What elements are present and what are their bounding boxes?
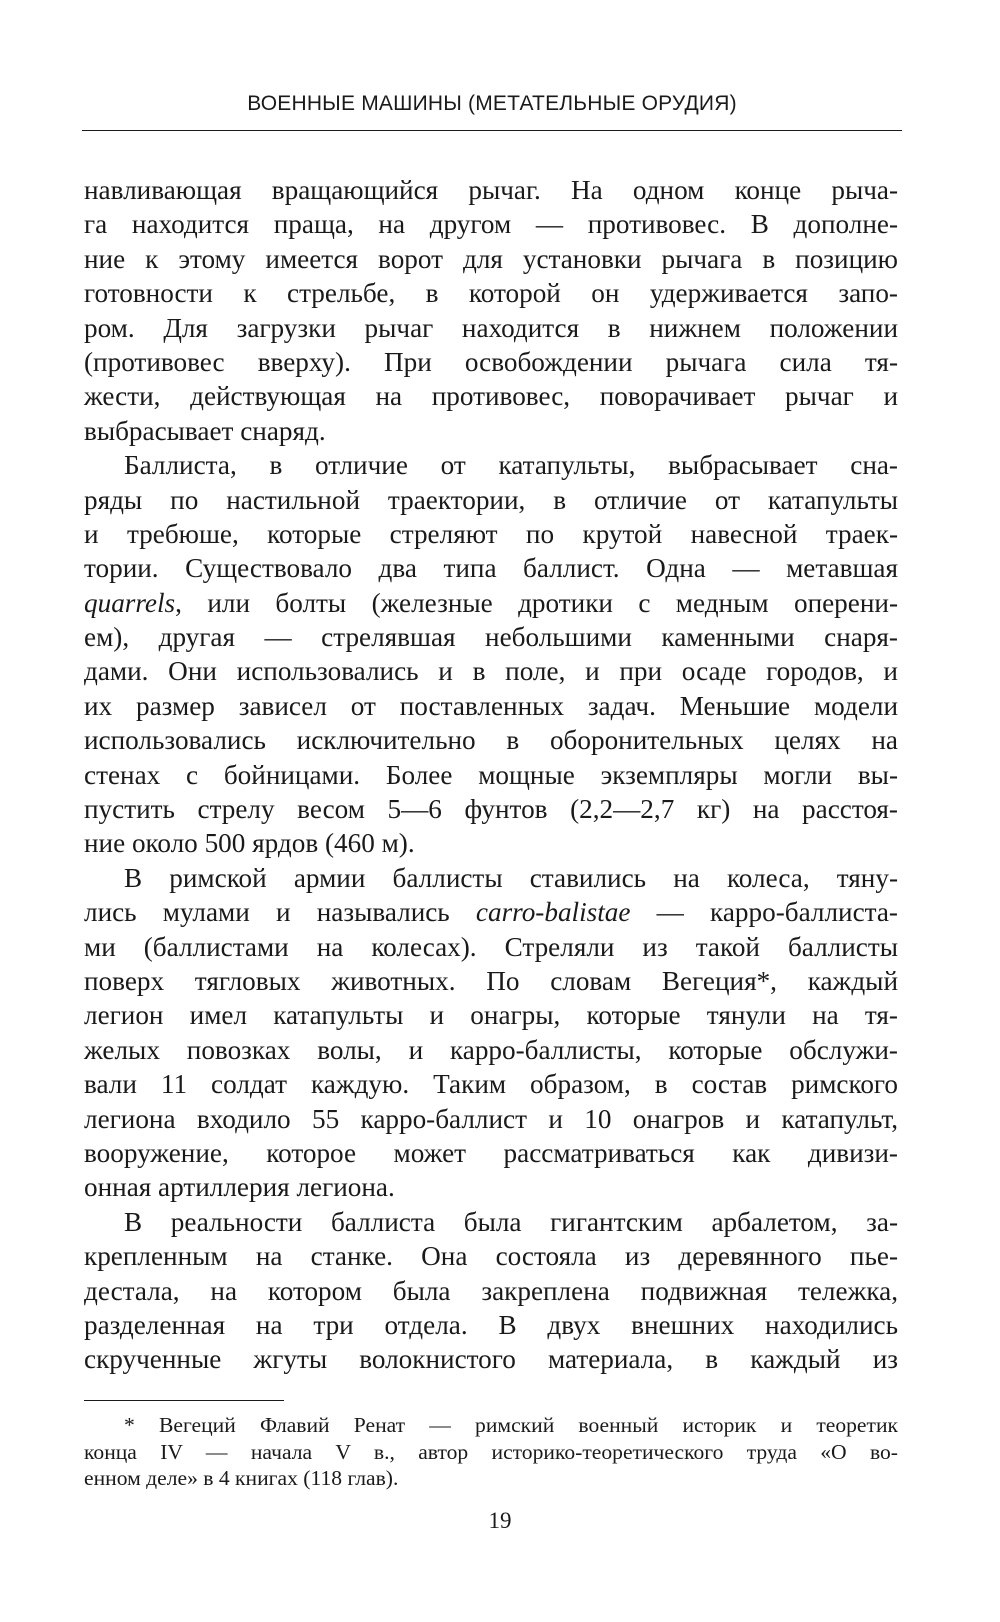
paragraph-2 [84,448,898,861]
text-line: ми (баллистами на колесах). Стреляли из такой баллисты [84,931,898,962]
paragraph-1 [84,173,898,448]
text-line: га находится праща, на другом — противовес. В дополне- [84,209,898,240]
text-line: желых повозках волы, и карро-баллисты, которые обслужи- [84,1034,898,1065]
text-line: использовались исключительно в оборонительных целях на [84,725,898,756]
text-line: ем), другая — стрелявшая небольшими каменными снаря- [84,622,898,653]
text-line: легион имел катапульты и онагры, которые тянули на тя- [84,1000,898,1031]
text-line: дестала, на котором была закреплена подвижная тележка, [84,1275,898,1306]
italic-term-carro-balistae: carro-balistae [475,897,631,928]
text-fragment: , или болты (железные дротики с медным оперени- [175,587,898,618]
paragraph-3 [84,861,898,1205]
text-line: легиона входило 55 карро-баллист и 10 онагров и катапульт, [84,1103,898,1134]
text-line: В римской армии баллисты ставились на колеса, тяну- [124,862,898,893]
text-line: навливающая вращающийся рычаг. На одном конце рыча- [84,175,898,205]
text-line: и требюше, которые стреляют по крутой навесной траек- [84,518,898,549]
footnote-line: енном деле» в 4 книгах (118 глав). [84,1466,399,1490]
text-line: стенах с бойницами. Более мощные экземпляры могли вы- [84,759,898,790]
footnote-line: конца IV — начала V в., автор историко-теоретического труда «О во- [84,1439,898,1464]
text-line: ром. Для загрузки рычаг находится в нижнем положении [84,312,898,343]
text-line: В реальности баллиста была гигантским арбалетом, за- [124,1206,898,1237]
text-line: скрученные жгуты волокнистого материала, в каждый из [84,1344,898,1375]
main-text [84,173,898,1377]
text-line: поверх тягловых животных. По словам Вегеция*, каждый [84,965,898,996]
text-line: Баллиста, в отличие от катапульты, выбрасывает сна- [124,450,898,481]
text-line: пустить стрелу весом 5—6 фунтов (2,2—2,7 кг) на расстоя- [84,794,898,825]
text-line: (противовес вверху). При освобождении рычага сила тя- [84,346,898,377]
text-line-italic-term [84,895,898,929]
text-line-italic-term [84,586,898,620]
footnote-rule-divider [84,1400,284,1401]
text-line: тории. Существовало два типа баллист. Одна — метавшая [84,553,898,584]
text-line: ние около 500 ярдов (460 м). [84,828,415,859]
text-line: разделенная на три отдела. В двух внешних находились [84,1309,898,1340]
footnote [84,1412,898,1492]
text-line: крепленным на станке. Она состояла из деревянного пье- [84,1241,898,1272]
text-line: ние к этому имеется ворот для установки рычага в позицию [84,243,898,274]
text-line: ряды по настильной траектории, в отличие от катапульты [84,484,898,515]
text-line: жести, действующая на противовес, поворачивает рычаг и [84,381,898,412]
text-line: онная артиллерия легиона. [84,1172,395,1203]
italic-term-quarrels: quarrels [84,587,176,618]
text-line: готовности к стрельбе, в которой он удерживается запо- [84,278,898,309]
text-fragment: лись мулами и назывались [84,897,476,928]
text-line: выбрасывает снаряд. [84,415,326,446]
paragraph-4 [84,1205,898,1377]
text-line: дами. Они использовались и в поле, и при осаде городов, и [84,656,898,687]
text-fragment: — карро-баллиста- [630,897,898,928]
header-rule-divider [82,130,902,131]
footnote-line: * Вегеций Флавий Ренат — римский военный историк и теоретик [124,1413,898,1437]
text-line: их размер зависел от поставленных задач. Меньшие модели [84,690,898,721]
text-line: вали 11 солдат каждую. Таким образом, в состав римского [84,1069,898,1100]
running-head-title: ВОЕННЫЕ МАШИНЫ (МЕТАТЕЛЬНЫЕ ОРУДИЯ) [247,92,737,115]
page-number: 19 [488,1508,512,1533]
text-line: вооружение, которое может рассматриваться как дивизи- [84,1137,898,1168]
